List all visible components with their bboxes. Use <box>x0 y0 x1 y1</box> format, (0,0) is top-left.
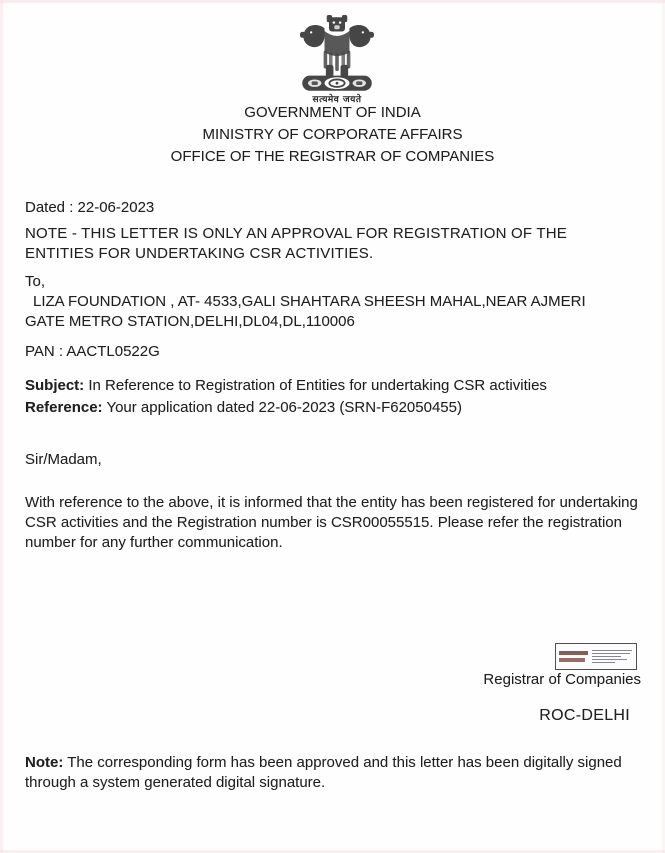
roc-office: ROC-DELHI <box>539 707 630 724</box>
date-line: Dated : 22-06-2023 <box>25 199 155 216</box>
reference-label: Reference: <box>25 399 103 416</box>
letterhead <box>0 102 665 168</box>
to-label: To, <box>25 273 46 290</box>
approval-note <box>25 224 641 264</box>
address-line: GATE METRO STATION,DELHI,DL04,DL,110006 <box>25 313 355 330</box>
stamp-signer-text <box>559 651 588 662</box>
body-line: CSR activities and the Registration number is CSR00055515. Please refer the registration <box>25 514 622 531</box>
emblem-motto: सत्यमेव जयते <box>312 95 362 105</box>
address-line: LIZA FOUNDATION , AT- 4533,GALI SHAHTARA SHEESH MAHAL,NEAR AJMERI <box>33 293 586 310</box>
reference-text: Your application dated 22-06-2023 (SRN-F62050455) <box>102 399 462 416</box>
footnote <box>25 753 641 793</box>
salutation: Sir/Madam, <box>25 451 102 468</box>
approval-note-line: NOTE - THIS LETTER IS ONLY AN APPROVAL FOR REGISTRATION OF THE <box>25 225 567 242</box>
subject-reference-block <box>25 375 641 419</box>
approval-note-line: ENTITIES FOR UNDERTAKING CSR ACTIVITIES. <box>25 245 374 262</box>
body-line: With reference to the above, it is informed that the entity has been registered for undertaking <box>25 494 638 511</box>
footnote-line: through a system generated digital signature. <box>25 774 326 791</box>
subject-line <box>25 375 641 397</box>
body-paragraph <box>25 493 641 553</box>
addressee-block <box>25 272 641 332</box>
pan-line: PAN : AACTL0522G <box>25 343 160 360</box>
subject-text: In Reference to Registration of Entities for undertaking CSR activities <box>84 377 547 394</box>
signatory-title: Registrar of Companies <box>483 671 641 688</box>
footnote-label: Note: <box>25 754 64 771</box>
letterhead-office: OFFICE OF THE REGISTRAR OF COMPANIES <box>170 148 495 165</box>
footnote-text: The corresponding form has been approved and this letter has been digitally signed <box>63 754 622 771</box>
footnote-line <box>25 753 641 773</box>
stamp-details-text <box>592 650 633 664</box>
reference-line <box>25 397 641 419</box>
subject-label: Subject: <box>25 377 85 394</box>
national-emblem-icon <box>292 15 382 97</box>
body-line: number for any further communication. <box>25 534 283 551</box>
letterhead-ministry: MINISTRY OF CORPORATE AFFAIRS <box>202 126 463 143</box>
digital-signature-stamp <box>555 643 637 670</box>
letterhead-government: GOVERNMENT OF INDIA <box>244 104 421 121</box>
